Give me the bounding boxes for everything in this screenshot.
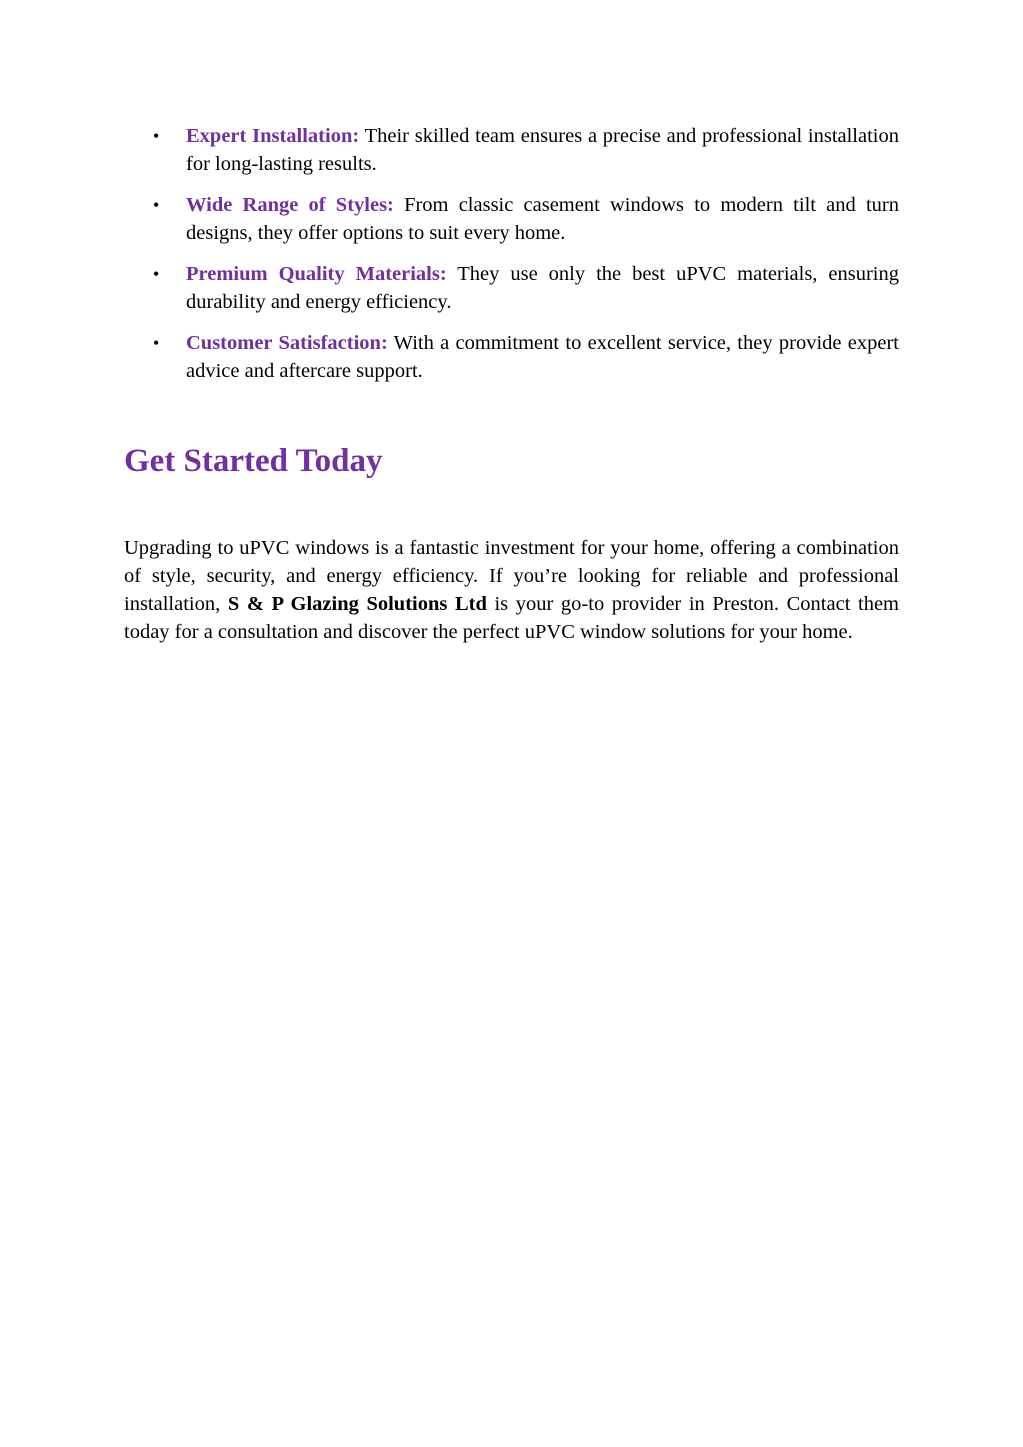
feature-text: Their skilled team ensures a precise and professional installation for long-lasting results. (186, 125, 899, 175)
feature-text: With a commitment to excellent service, they provide expert advice and aftercare support. (186, 332, 899, 382)
feature-list (124, 122, 899, 385)
list-item (153, 260, 899, 316)
company-name: S & P Glazing Solutions Ltd (227, 593, 487, 615)
bullet-icon: • (153, 195, 160, 215)
bullet-icon: • (153, 264, 160, 284)
section-heading: Get Started Today (124, 443, 383, 479)
feature-term: Expert Installation: (186, 125, 360, 147)
feature-term: Customer Satisfaction: (186, 332, 388, 354)
list-item (153, 329, 899, 385)
feature-term: Premium Quality Materials: (186, 263, 447, 285)
document-page (124, 122, 899, 646)
paragraph-text-after: is your go-to provider in Preston. Contact them today for a consultation and discover the perfect uPVC window solutions for your home. (124, 593, 899, 643)
feature-text: They use only the best uPVC materials, ensuring durability and energy efficiency. (186, 263, 899, 313)
feature-term: Wide Range of Styles: (186, 194, 394, 216)
bullet-icon: • (153, 333, 160, 353)
feature-text: From classic casement windows to modern tilt and turn designs, they offer options to suit every home. (186, 194, 899, 244)
paragraph-text-before: Upgrading to uPVC windows is a fantastic investment for your home, offering a combination of style, security, and energy efficiency. If you’re looking for reliable and professional installation, (124, 537, 899, 615)
list-item (153, 191, 899, 247)
bullet-icon: • (153, 126, 160, 146)
list-item (153, 122, 899, 178)
body-paragraph (124, 534, 899, 646)
